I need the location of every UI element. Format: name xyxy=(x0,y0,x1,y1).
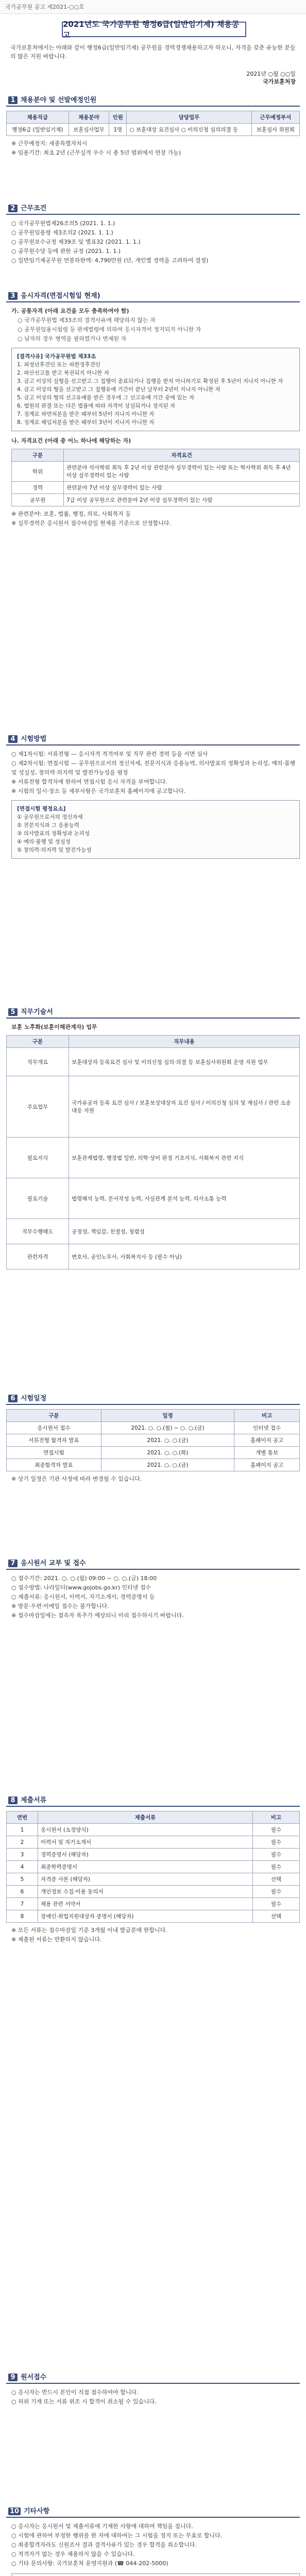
section-recruit-field xyxy=(6,93,300,158)
table-cell: 이력서 및 자기소개서 xyxy=(38,1836,253,1849)
table-cell: 개별 통보 xyxy=(234,1447,300,1459)
list-item: ○ 응시자는 응시원서 및 제출서류에 기재한 사항에 대하여 책임을 집니다. xyxy=(11,2523,193,2530)
section-application xyxy=(6,1556,300,1620)
schedule-table xyxy=(6,1409,300,1471)
table-row xyxy=(7,1076,300,1138)
table-header: 담당업무 xyxy=(127,111,251,124)
table-cell: 필요지식 xyxy=(7,1138,69,1178)
page-title-text: 2021년도 국가공무원 행정6급(일반임기제) 채용공고 xyxy=(63,20,240,40)
list-item: ○ 일반임기제공무원 연봉하한액: 4,790만원 (단, 개인별 경력을 고려하여 결정) xyxy=(11,257,209,264)
box-item: ⑤ 창의력·의지력 및 발전가능성 xyxy=(17,847,92,853)
table-cell: 채용 관련 서약서 xyxy=(38,1898,253,1910)
table-cell: 선택 xyxy=(253,1873,300,1886)
table-row xyxy=(7,1861,300,1873)
table-cell: 행정6급 (일반임기제) xyxy=(7,124,69,136)
list-item: ○ 공무원보수규정 제39조 및 별표32 (2021. 1. 1.) xyxy=(11,239,141,245)
table-cell: 4 xyxy=(7,1861,38,1873)
box-item: 1. 피성년후견인 또는 피한정후견인 xyxy=(17,362,101,368)
table-row xyxy=(12,462,300,482)
table-cell: 보훈대상자 등록요건 심사 및 이의신청 심의·의결 등 보훈심사위원회 운영 지원 업무 xyxy=(69,1048,300,1076)
table-row xyxy=(7,1219,300,1244)
table-row xyxy=(7,1459,300,1471)
table-cell: 7급 이상 공무원으로 관련분야 2년 이상 실무경력이 있는 사람 xyxy=(64,494,300,506)
list-item: ○ 기타 문의사항: 국가보훈처 운영지원과 (☎ 044-202-5000) xyxy=(11,2560,168,2567)
table-header: 비고 xyxy=(234,1410,300,1422)
table-header: 인원 xyxy=(109,111,127,124)
table-row xyxy=(12,482,300,494)
table-header: 제출서류 xyxy=(38,1811,253,1824)
table-cell: 3 xyxy=(7,1849,38,1861)
table-cell: 필수 xyxy=(253,1824,300,1836)
table-cell: 보훈심사 위원회 xyxy=(251,124,299,136)
list-item: ○ 최종합격자라도 신원조사 결과 결격사유가 있는 경우 합격을 취소합니다. xyxy=(11,2541,197,2548)
table-cell: 관련분야 7년 이상 실무경력이 있는 사람 xyxy=(64,482,300,494)
section-qualifications xyxy=(6,289,300,528)
section-heading: 3 응시자격(면접시험일 현재) xyxy=(6,289,300,302)
table-header-row xyxy=(7,1811,300,1824)
privacy-box xyxy=(11,2573,300,2576)
table-row xyxy=(7,1849,300,1861)
list-item: ○ 공무원임용시험령 등 관계법령에 의하여 응시자격이 정지되지 아니한 자 xyxy=(18,326,201,333)
section-work-conditions xyxy=(6,201,300,265)
table-cell: 2021. ○. ○.(화) xyxy=(101,1447,234,1459)
table-cell: 필수 xyxy=(253,1849,300,1861)
list-item: ○ 국가공무원법제26조의5 (2021. 1. 1.) xyxy=(11,220,115,227)
note-text: ※ 접수마감일에는 접속자 폭주가 예상되니 미리 접수하시기 바랍니다. xyxy=(11,1612,184,1619)
table-cell: 관련자격 xyxy=(7,1244,69,1269)
table-cell: 보훈심사업무 xyxy=(69,124,109,136)
table-cell: 자격증 사본 (해당자) xyxy=(38,1873,253,1886)
table-header: 자격요건 xyxy=(64,449,300,462)
list-item: ○ 제1차시험: 서류전형 — 응시자격 적격여부 및 직무 관련 경력 등을 서면 심사 xyxy=(11,751,208,757)
documents-table xyxy=(6,1811,300,1923)
box-item: ③ 의사발표의 정확성과 논리성 xyxy=(17,831,90,837)
table-cell: 5 xyxy=(7,1873,38,1886)
table-cell: 공정성, 책임감, 친절성, 청렴성 xyxy=(69,1219,300,1244)
list-item: ○ 허위 기재 또는 서류 위조 시 합격이 취소될 수 있습니다. xyxy=(11,2398,157,2405)
table-cell: 경력증명서 (해당자) xyxy=(38,1849,253,1861)
table-header-row xyxy=(7,111,300,124)
table-header: 근무예정부서 xyxy=(251,111,299,124)
header-org: 국가보훈처장 xyxy=(263,78,296,85)
table-cell: 직무개요 xyxy=(7,1048,69,1076)
table-row xyxy=(7,1244,300,1269)
table-cell: 공무원 xyxy=(12,494,64,506)
table-cell: 필수 xyxy=(253,1898,300,1910)
box-title: [결격사유] 국가공무원법 제33조 xyxy=(17,353,96,360)
note-text: ※ 상기 일정은 기관 사정에 따라 변경될 수 있습니다. xyxy=(11,1476,142,1482)
header-signature xyxy=(246,70,296,86)
list-item: ○ 제출서류: 응시원서, 이력서, 자기소개서, 경력증명서 등 xyxy=(11,1594,155,1600)
section-misc xyxy=(6,2504,300,2576)
table-cell: 8 xyxy=(7,1910,38,1923)
box-item: 2. 파산선고를 받고 복권되지 아니한 자 xyxy=(17,370,109,376)
table-cell: 홈페이지 공고 xyxy=(234,1459,300,1471)
section-heading: 1 채용분야 및 선발예정인원 xyxy=(6,93,300,107)
section-heading: 4 시험방법 xyxy=(6,732,300,745)
section-heading: 6 시험일정 xyxy=(6,1391,300,1405)
list-item: ○ 공무원수당 등에 관한 규정 (2021. 1. 1.) xyxy=(11,248,121,255)
table-cell: 관련분야 석사학위 취득 후 2년 이상 관련분야 실무경력이 있는 사람 또는 학사학위 취득 후 4년 이상 실무경력이 있는 사람 xyxy=(64,462,300,482)
table-row xyxy=(7,124,300,136)
box-item: ① 공무원으로서의 정신자세 xyxy=(17,814,83,820)
note-text: ※ 근무예정지: 세종특별자치시 xyxy=(11,140,88,147)
disqualification-box xyxy=(11,348,300,431)
table-header: 비고 xyxy=(253,1811,300,1824)
section-schedule xyxy=(6,1391,300,1484)
table-cell: 선택 xyxy=(253,1910,300,1923)
table-header-row xyxy=(7,1410,300,1422)
note-text: ※ 모든 서류는 접수마감일 기준 3개월 이내 발급분에 한합니다. xyxy=(11,1927,167,1934)
table-row xyxy=(7,1836,300,1849)
note-text: ※ 관련분야: 보훈, 법률, 행정, 의료, 사회복지 등 xyxy=(11,511,131,517)
section-heading: 5 직무기술서 xyxy=(6,1005,300,1019)
box-item: 7. 징계로 파면처분을 받은 때부터 5년이 지나지 아니한 자 xyxy=(17,411,155,417)
table-cell: 최종합격자 발표 xyxy=(7,1459,101,1471)
table-cell: 국가유공자 등록 요건 심사 / 보훈보상대상자 요건 심사 / 이의신청 심의 및 재심사 / 관련 소송 대응 지원 xyxy=(69,1076,300,1138)
recruit-table xyxy=(6,111,300,136)
table-cell: 장애인·취업지원대상자 증명서 (해당자) xyxy=(38,1910,253,1923)
table-cell: 서류전형 합격자 발표 xyxy=(7,1434,101,1447)
subheading: 가. 공통자격 (아래 요건을 모두 충족하여야 함) xyxy=(11,308,129,314)
table-header: 채용분야 xyxy=(69,111,109,124)
table-row xyxy=(7,1873,300,1886)
requirement-table xyxy=(11,449,300,506)
note-text: ※ 서류전형 합격자에 한하여 면접시험 응시 자격을 부여합니다. xyxy=(11,778,167,785)
box-item: 8. 징계로 해임처분을 받은 때부터 3년이 지나지 아니한 자 xyxy=(17,419,155,426)
note-text: ※ 실무경력은 응시원서 접수마감일 현재를 기준으로 산정합니다. xyxy=(11,520,171,527)
table-row xyxy=(7,1422,300,1434)
table-header: 직무내용 xyxy=(69,1036,300,1048)
section-job-description xyxy=(6,1005,300,1269)
table-cell: 응시원서 접수 xyxy=(7,1422,101,1434)
section-heading: 10 기타사항 xyxy=(6,2504,300,2518)
table-row xyxy=(7,1434,300,1447)
table-cell: ○ 보훈대상 요건심사 ○ 이의신청 심의의결 등 xyxy=(127,124,251,136)
list-item: ○ 적격자가 없는 경우 채용하지 않을 수 있습니다. xyxy=(11,2551,135,2557)
table-cell: 2 xyxy=(7,1836,38,1849)
header-date: 2021년 ○월 ○○일 xyxy=(246,71,296,77)
list-item: ○ 시험에 관하여 부정한 행위를 한 자에 대하여는 그 시험을 정지 또는 무효로 합니다. xyxy=(11,2532,223,2539)
table-cell: 인터넷 접수 xyxy=(234,1422,300,1434)
list-item: ○ 공무원임용령 제3조의2 (2021. 1. 1.) xyxy=(11,229,113,236)
table-cell: 6 xyxy=(7,1886,38,1898)
table-row xyxy=(7,1178,300,1219)
table-cell: 최종학력증명서 xyxy=(38,1861,253,1873)
list-item: ○ 국가공무원법 제33조의 결격사유에 해당하지 않는 자 xyxy=(18,317,156,324)
section-heading: 8 제출서류 xyxy=(6,1793,300,1807)
table-row xyxy=(7,1048,300,1076)
table-header: 일정 xyxy=(101,1410,234,1422)
box-item: 4. 금고 이상의 형을 선고받고 그 집행유예 기간이 끝난 날부터 2년이 지나지 아니한 자 xyxy=(17,386,220,393)
table-header: 구분 xyxy=(12,449,64,462)
table-header: 채용직급 xyxy=(7,111,69,124)
section-heading: 9 원서접수 xyxy=(6,2370,300,2384)
box-item: ② 전문지식과 그 응용능력 xyxy=(17,822,79,828)
table-cell: 법령해석 능력, 문서작성 능력, 사실관계 분석 능력, 의사소통 능력 xyxy=(69,1178,300,1219)
table-row xyxy=(7,1886,300,1898)
note-text: ※ 방문·우편·이메일 접수는 불가합니다. xyxy=(11,1603,109,1609)
table-cell: 필요기술 xyxy=(7,1178,69,1219)
table-cell: 경력 xyxy=(12,482,64,494)
list-item: ○ 접수방법: 나라일터(www.gojobs.go.kr) 인터넷 접수 xyxy=(11,1584,151,1591)
document-tab xyxy=(0,0,306,14)
table-row xyxy=(7,1910,300,1923)
table-header-row xyxy=(12,449,300,462)
table-cell: 보훈관계법령, 행정법 일반, 의학·상이 판정 기초지식, 사회복지 관련 지식 xyxy=(69,1138,300,1178)
list-item: ○ 제2차시험: 면접시험 — 공무원으로서의 정신자세, 전문지식과 응용능력, 의사발표의 정확성과 논리성, 예의·품행 및 성실성, 창의력·의지력 및 발전가능성을 평정 xyxy=(11,760,296,776)
table-row xyxy=(7,1824,300,1836)
intro-text: 국가보훈처에서는 아래와 같이 행정6급(일반임기제) 공무원을 경력경쟁채용하고자 하오니, 자격을 갖춘 유능한 분들의 많은 지원 바랍니다. xyxy=(10,44,296,60)
table-cell: 주요업무 xyxy=(7,1076,69,1138)
section-receipt xyxy=(6,2370,300,2406)
table-cell: 필수 xyxy=(253,1836,300,1849)
table-cell: 변호사, 공인노무사, 사회복지사 등 (필수 아님) xyxy=(69,1244,300,1269)
job-table xyxy=(6,1035,300,1269)
box-item: 3. 금고 이상의 실형을 선고받고 그 집행이 종료되거나 집행을 받지 아니하기로 확정된 후 5년이 지나지 아니한 자 xyxy=(17,378,283,384)
table-cell: 직무수행태도 xyxy=(7,1219,69,1244)
section-heading: 2 근무조건 xyxy=(6,201,300,215)
box-item: 5. 금고 이상의 형의 선고유예를 받은 경우에 그 선고유예 기간 중에 있는 자 xyxy=(17,395,195,401)
note-text: ※ 시험의 일시·장소 등 세부사항은 국가보훈처 홈페이지에 공고합니다. xyxy=(11,788,186,794)
table-cell: 1명 xyxy=(109,124,127,136)
table-cell: 학위 xyxy=(12,462,64,482)
table-cell: 면접시험 xyxy=(7,1447,101,1459)
list-item: ○ 응시자는 반드시 본인이 직접 접수하여야 합니다. xyxy=(11,2389,139,2396)
note-text: ※ 제출된 서류는 반환하지 않습니다. xyxy=(11,1936,102,1943)
table-cell: 필수 xyxy=(253,1886,300,1898)
table-header-row xyxy=(7,1036,300,1048)
box-title: [면접시험 평정요소] xyxy=(17,806,66,812)
table-row xyxy=(12,494,300,506)
box-item: ④ 예의·품행 및 성실성 xyxy=(17,839,71,845)
table-row xyxy=(7,1138,300,1178)
table-header: 구분 xyxy=(7,1036,69,1048)
interview-criteria-box xyxy=(11,800,300,859)
subheading: 보훈 노후화(보훈이해관계자) 업무 xyxy=(11,1024,97,1030)
table-row xyxy=(7,1898,300,1910)
table-cell: 개인정보 수집·이용 동의서 xyxy=(38,1886,253,1898)
box-item: 6. 법원의 판결 또는 다른 법률에 따라 자격이 상실되거나 정지된 자 xyxy=(17,403,176,409)
table-header: 연번 xyxy=(7,1811,38,1824)
table-header: 구분 xyxy=(7,1410,101,1422)
section-documents xyxy=(6,1793,300,1944)
table-cell: 홈페이지 공고 xyxy=(234,1434,300,1447)
table-cell: 7 xyxy=(7,1898,38,1910)
table-cell: 2021. ○. ○.(월) ~ ○. ○.(금) xyxy=(101,1422,234,1434)
section-exam-method xyxy=(6,732,300,859)
note-text: ※ 임용기간: 최초 2년 (근무실적 우수 시 총 5년 범위에서 연장 가능) xyxy=(11,149,181,156)
list-item: ○ 남자의 경우 병역을 필하였거나 면제된 자 xyxy=(18,335,127,342)
tab-label: 국가공무원 공고 제2021-○○호 xyxy=(5,4,84,10)
list-item: ○ 접수기간: 2021. ○. ○.(월) 09:00 ~ ○. ○.(금) 18:00 xyxy=(11,1575,157,1582)
table-cell: 2021. ○. ○.(금) xyxy=(101,1459,234,1471)
subheading: 나. 자격요건 (아래 중 어느 하나에 해당하는 자) xyxy=(11,437,131,444)
table-cell: 필수 xyxy=(253,1861,300,1873)
table-cell: 1 xyxy=(7,1824,38,1836)
table-row xyxy=(7,1447,300,1459)
table-cell: 2021. ○. ○.(금) xyxy=(101,1434,234,1447)
page-title xyxy=(62,20,246,40)
section-heading: 7 응시원서 교부 및 접수 xyxy=(6,1556,300,1570)
table-cell: 응시원서 (소정양식) xyxy=(38,1824,253,1836)
